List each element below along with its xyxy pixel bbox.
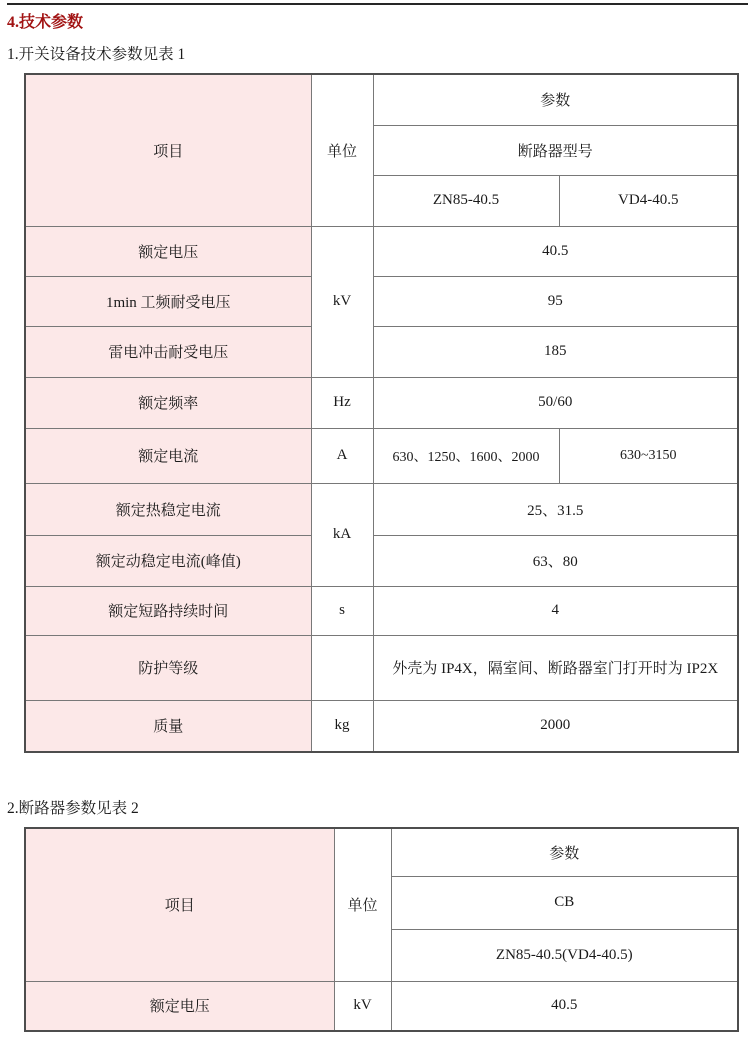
page-top-rule [7,3,748,5]
param-value-cell: 2000 [373,700,738,752]
param-unit-cell: Hz [311,377,373,428]
param-unit-cell: s [311,586,373,635]
param-unit-cell: kg [311,700,373,752]
table1-item-header: 项目 [25,74,311,226]
param-value-cell: 185 [373,326,738,377]
param-unit-cell [311,635,373,700]
table-row [25,700,738,752]
breaker-params-table [24,827,739,1032]
param-item-cell: 额定电压 [25,226,311,276]
table2-unit-header: 单位 [334,828,391,981]
table-row [25,276,738,326]
table-row [25,377,738,428]
table1-model-a-header: ZN85-40.5 [373,175,559,226]
param-value-cell: 40.5 [373,226,738,276]
param-item-cell: 防护等级 [25,635,311,700]
param-item-cell: 额定电流 [25,428,311,483]
table1-model-b-header: VD4-40.5 [559,175,738,226]
table1-unit-header: 单位 [311,74,373,226]
param-value-cell: 外壳为 IP4X，隔室间、断路器室门打开时为 IP2X [373,635,738,700]
param-value-cell: 25、31.5 [373,483,738,535]
table-row [25,635,738,700]
param-value-cell: 63、80 [373,535,738,586]
table-row [25,428,738,483]
table2-param-header: 参数 [391,828,738,876]
param-unit-cell: kA [311,483,373,586]
param-value-a-cell: 630、1250、1600、2000 [373,428,559,483]
table2-cb-header: CB [391,876,738,929]
section-heading: 4.技术参数 [7,14,84,31]
table-row [25,981,738,1031]
table1-param-header: 参数 [373,74,738,125]
param-item-cell: 额定电压 [25,981,334,1031]
param-item-cell: 1min 工频耐受电压 [25,276,311,326]
param-item-cell: 额定动稳定电流(峰值) [25,535,311,586]
param-item-cell: 额定热稳定电流 [25,483,311,535]
param-value-cell: 4 [373,586,738,635]
param-value-cell: 40.5 [391,981,738,1031]
table-row [25,483,738,535]
param-unit-cell: kV [311,226,373,377]
param-unit-cell: kV [334,981,391,1031]
table1-model-group-header: 断路器型号 [373,125,738,175]
param-item-cell: 额定频率 [25,377,311,428]
switchgear-params-table [24,73,739,753]
table-row [25,326,738,377]
table2-model-header: ZN85-40.5(VD4-40.5) [391,929,738,981]
table1-caption: 1.开关设备技术参数见表 1 [7,46,186,63]
param-value-cell: 50/60 [373,377,738,428]
table-row [25,226,738,276]
param-unit-cell: A [311,428,373,483]
param-value-b-cell: 630~3150 [559,428,738,483]
table-row [25,535,738,586]
table2-item-header: 项目 [25,828,334,981]
param-item-cell: 质量 [25,700,311,752]
table-row [25,586,738,635]
param-item-cell: 额定短路持续时间 [25,586,311,635]
table2-caption: 2.断路器参数见表 2 [7,800,139,817]
param-value-cell: 95 [373,276,738,326]
param-item-cell: 雷电冲击耐受电压 [25,326,311,377]
